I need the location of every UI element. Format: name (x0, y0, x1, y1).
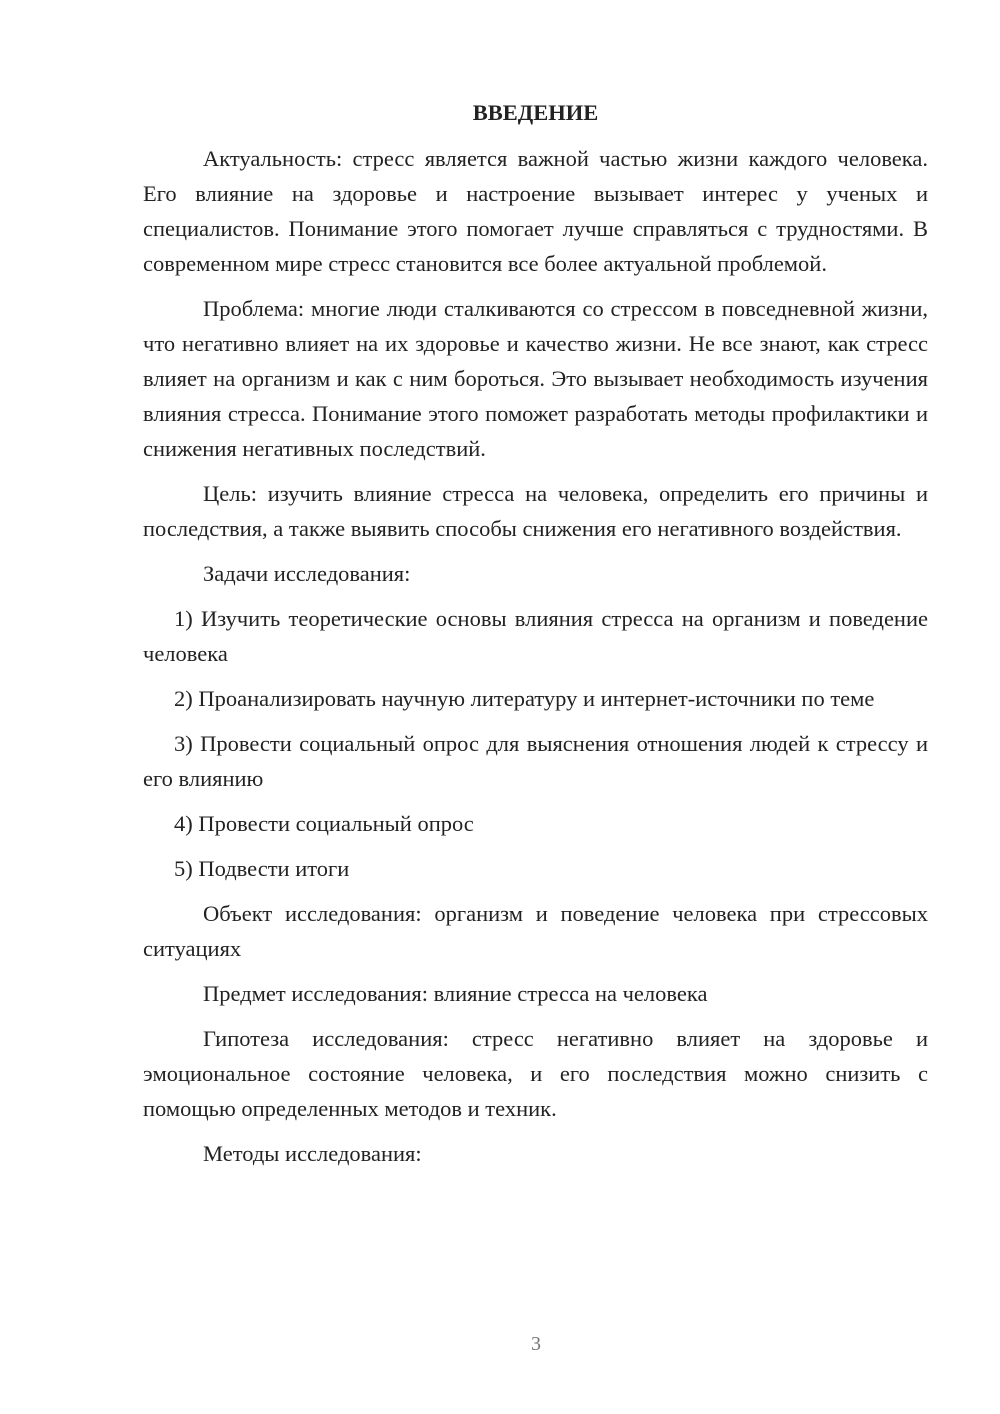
page-number: 3 (531, 1333, 541, 1355)
object-paragraph: Объект исследования: организм и поведение человека при стрессовых ситуациях (143, 901, 928, 961)
task-item: 2) Проанализировать научную литературу и интернет-источники по теме (174, 686, 875, 711)
tasks-heading: Задачи исследования: (203, 561, 411, 586)
hypothesis-paragraph: Гипотеза исследования: стресс негативно влияет на здоровье и эмоциональное состояние человека, и его последствия можно снизить с помощью определенных методов и техник. (143, 1026, 928, 1121)
task-item: 1) Изучить теоретические основы влияния стресса на организм и поведение человека (143, 606, 928, 666)
section-title: ВВЕДЕНИЕ (472, 100, 599, 125)
goal-paragraph: Цель: изучить влияние стресса на человека, определить его причины и последствия, а также выявить способы снижения его негативного воздействия. (143, 481, 928, 541)
subject-paragraph: Предмет исследования: влияние стресса на человека (203, 981, 708, 1006)
task-item: 4) Провести социальный опрос (174, 811, 474, 836)
problem-paragraph: Проблема: многие люди сталкиваются со стрессом в повседневной жизни, что негативно влияет на их здоровье и качество жизни. Не все знают, как стресс влияет на организм и как с ним бороться. Это вызывает необходимость изучения влияния стресса. Понимание этого поможет разработать методы профилактики и снижения негативных последствий. (143, 296, 928, 461)
task-item: 3) Провести социальный опрос для выяснения отношения людей к стрессу и его влиянию (143, 731, 928, 791)
page-content (143, 95, 928, 1181)
relevance-paragraph: Актуальность: стресс является важной частью жизни каждого человека. Его влияние на здоровье и настроение вызывает интерес у ученых и специалистов. Понимание этого помогает лучше справляться с трудностями. В современном мире стресс становится все более актуальной проблемой. (143, 146, 928, 276)
methods-heading: Методы исследования: (203, 1141, 422, 1166)
task-item: 5) Подвести итоги (174, 856, 350, 881)
